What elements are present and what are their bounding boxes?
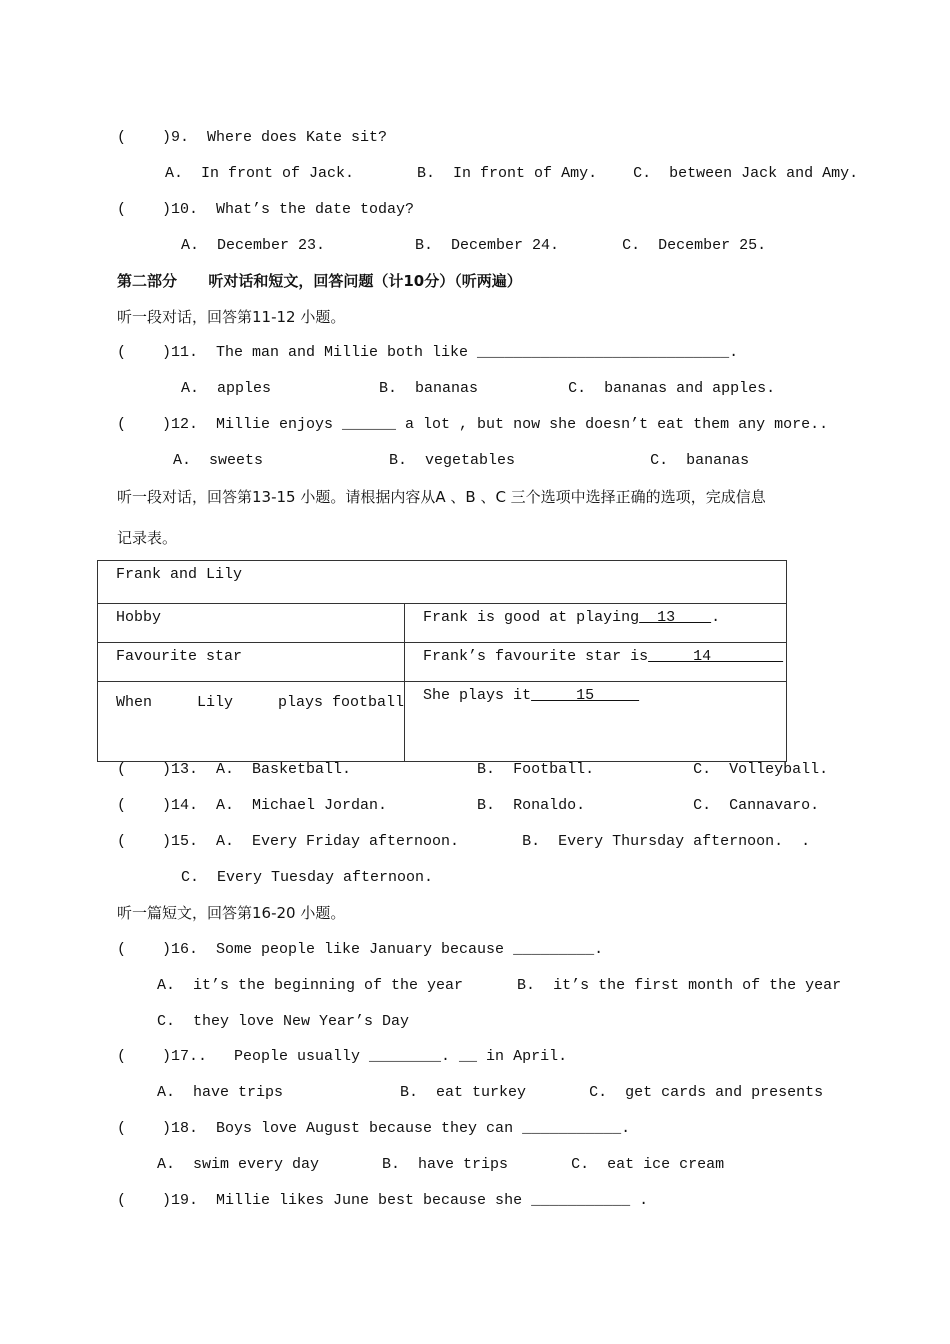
question-10: ( )10. What’s the date today?: [117, 201, 415, 218]
dialogue-2-instruction: 听一段对话，回答第13-15 小题。请根据内容从A 、B 、C 三个选项中选择正确的选项，完成信息: [117, 488, 766, 506]
question-15: ( )15. A. Every Friday afternoon. B. Every Thursday afternoon. .: [117, 833, 811, 850]
question-18-options: A. swim every day B. have trips C. eat ice cream: [157, 1156, 725, 1173]
question-17-options: A. have trips B. eat turkey C. get cards and presents: [157, 1084, 824, 1101]
blank-15: 15: [531, 687, 640, 704]
table-label-favourite-star: Favourite star: [98, 643, 405, 682]
part-two-heading: 第二部分 听对话和短文，回答问题（计10分）（听两遍）: [117, 272, 522, 290]
table-cell-favourite-star: [405, 643, 787, 682]
star-text: Frank’s favourite star is: [423, 648, 649, 665]
question-16: ( )16. Some people like January because _________.: [117, 941, 604, 958]
dialogue-1-instruction: 听一段对话，回答第11-12 小题。: [117, 308, 346, 326]
hobby-text: Frank is good at playing: [423, 609, 640, 626]
question-11-options: A. apples B. bananas C. bananas and apples.: [181, 380, 776, 397]
passage-instruction: 听一篇短文，回答第16-20 小题。: [117, 904, 346, 922]
question-9: ( )9. Where does Kate sit?: [117, 129, 388, 146]
table-label-hobby: Hobby: [98, 604, 405, 643]
question-9-options: A. In front of Jack. B. In front of Amy. C. between Jack and Amy.: [165, 165, 859, 182]
question-11: ( )11. The man and Millie both like ____________________________.: [117, 344, 739, 361]
dialogue-2-instruction-cont: 记录表。: [117, 529, 178, 547]
table-header: Frank and Lily: [98, 561, 787, 604]
question-16-options-ab: A. it’s the beginning of the year B. it’s the first month of the year: [157, 977, 842, 994]
question-13: ( )13. A. Basketball. B. Football. C. Volleyball.: [117, 761, 829, 778]
question-18: ( )18. Boys love August because they can ___________.: [117, 1120, 631, 1137]
question-19: ( )19. Millie likes June best because she ___________ .: [117, 1192, 649, 1209]
blank-13: 13: [639, 609, 712, 626]
hobby-end: .: [711, 609, 721, 626]
question-17: ( )17.. People usually ________. __ in April.: [117, 1048, 568, 1065]
question-12-options: A. sweets B. vegetables C. bananas: [173, 452, 750, 469]
question-12: ( )12. Millie enjoys ______ a lot , but now she doesn’t eat them any more..: [117, 416, 829, 433]
when-text: She plays it: [423, 687, 532, 704]
question-10-options: A. December 23. B. December 24. C. December 25.: [181, 237, 767, 254]
table-cell-hobby: [405, 604, 787, 643]
table-cell-when: [405, 682, 787, 762]
info-record-table: [97, 560, 787, 762]
blank-14: 14: [648, 648, 784, 665]
table-label-when: When Lily plays football: [98, 682, 405, 762]
question-15-option-c: C. Every Tuesday afternoon.: [181, 869, 434, 886]
question-16-option-c: C. they love New Year’s Day: [157, 1013, 410, 1030]
question-14: ( )14. A. Michael Jordan. B. Ronaldo. C. Cannavaro.: [117, 797, 820, 814]
